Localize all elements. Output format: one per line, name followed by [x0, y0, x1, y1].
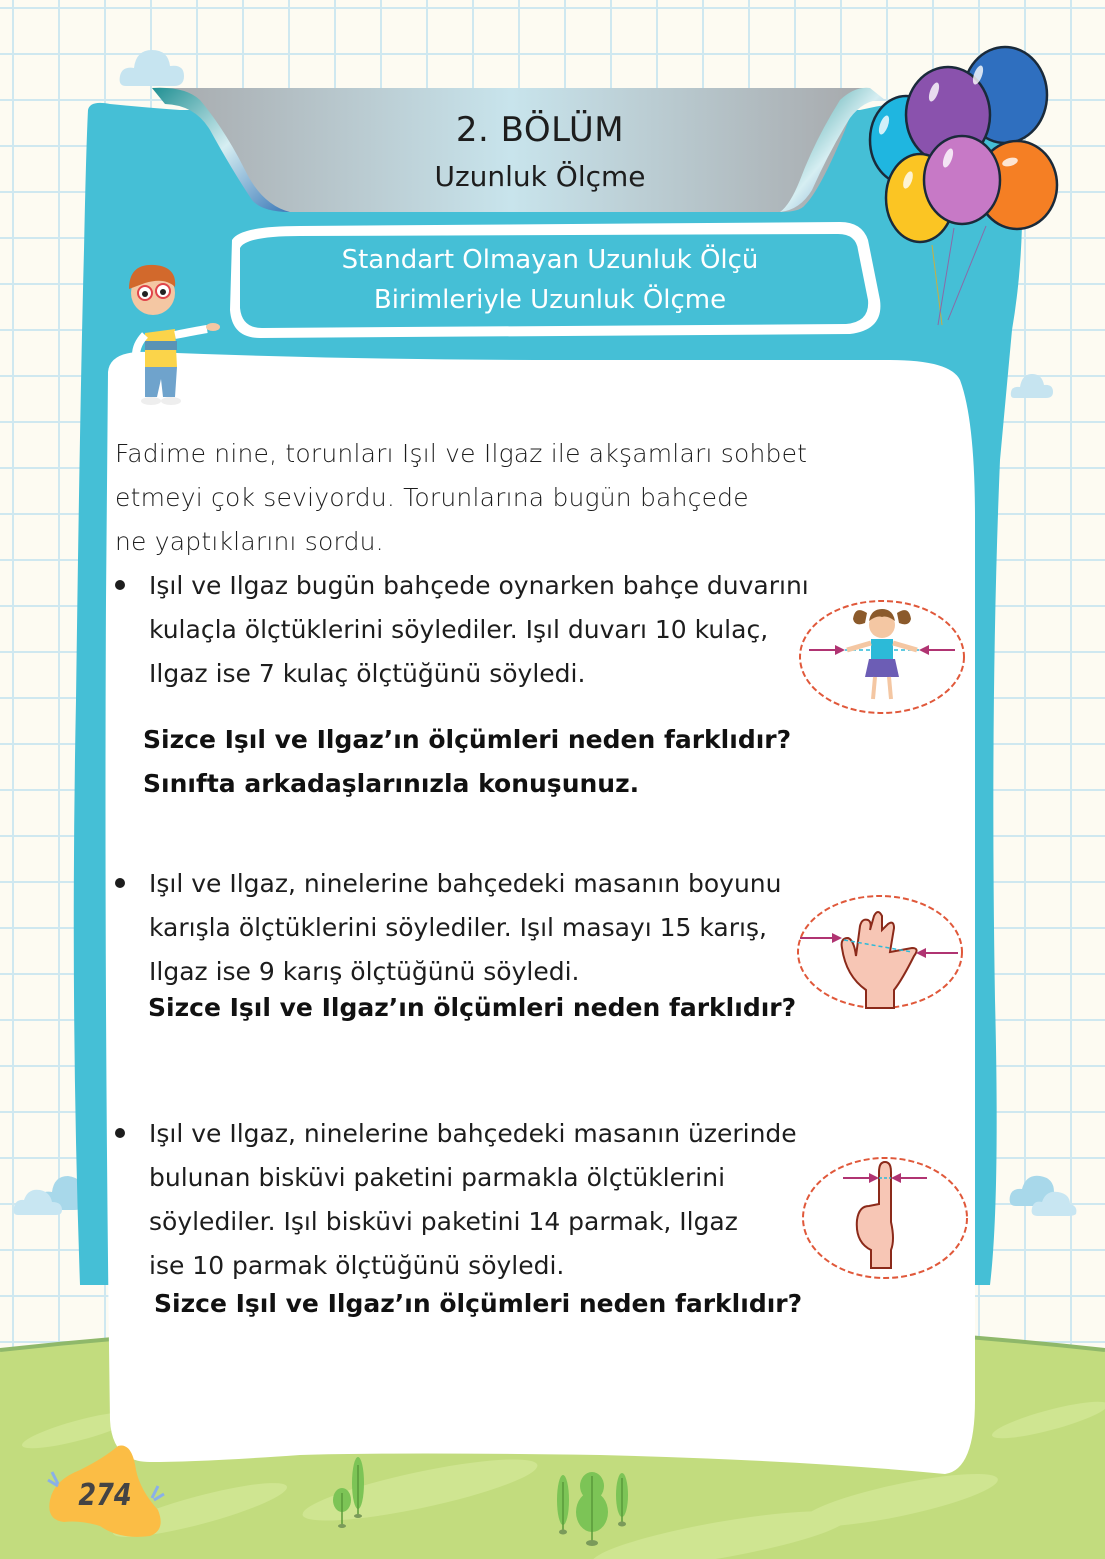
item-line: Ilgaz ise 7 kulaç ölçtüğünü söyledi.	[149, 659, 586, 688]
list-item	[115, 1112, 815, 1288]
hand-span-icon	[790, 890, 970, 1020]
bullet-icon	[115, 1128, 125, 1138]
item-line: kulaçla ölçtüklerini söylediler. Işıl duvarı 10 kulaç,	[149, 615, 769, 644]
item-line: Ilgaz ise 9 karış ölçtüğünü söyledi.	[149, 957, 580, 986]
balloons-icon	[860, 40, 1060, 330]
item-line: söylediler. Işıl bisküvi paketini 14 parmak, Ilgaz	[149, 1207, 738, 1236]
item-line: ise 10 parmak ölçtüğünü söyledi.	[149, 1251, 565, 1280]
finger-width-icon	[795, 1150, 975, 1290]
question-line: Sizce Işıl ve Ilgaz’ın ölçümleri neden farklıdır?	[143, 725, 792, 754]
discussion-question	[143, 718, 791, 806]
chapter-number: 2. BÖLÜM	[455, 110, 625, 150]
page-number-badge	[40, 1440, 170, 1540]
item-line: karışla ölçtüklerini söylediler. Işıl masayı 15 karış,	[149, 913, 767, 942]
girl-arm-span-icon	[795, 595, 970, 720]
boy-character-icon	[115, 255, 225, 410]
section-title-line2: Birimleriyle Uzunluk Ölçme	[373, 285, 727, 315]
discussion-question	[148, 986, 796, 1030]
item-line: Işıl ve Ilgaz, ninelerine bahçedeki masanın boyunu	[149, 869, 782, 898]
question-line: Sınıfta arkadaşlarınızla konuşunuz.	[143, 769, 640, 798]
item-line: Işıl ve Ilgaz, ninelerine bahçedeki masanın üzerinde	[149, 1119, 797, 1148]
list-item	[115, 564, 815, 696]
intro-line: etmeyi çok seviyordu. Torunlarına bugün bahçede	[115, 483, 749, 512]
page-number: 274	[78, 1478, 132, 1513]
intro-line: Fadime nine, torunları Işıl ve Ilgaz ile akşamları sohbet	[115, 439, 808, 468]
intro-line: ne yaptıklarını sordu.	[115, 527, 384, 556]
question-line: Sizce Işıl ve Ilgaz’ın ölçümleri neden farklıdır?	[148, 993, 797, 1022]
intro-paragraph	[115, 432, 855, 564]
question-line: Sizce Işıl ve Ilgaz’ın ölçümleri neden farklıdır?	[154, 1289, 803, 1318]
list-item	[115, 862, 815, 994]
discussion-question	[154, 1282, 802, 1326]
section-title	[240, 240, 860, 320]
item-line: bulunan bisküvi paketini parmakla ölçtüklerini	[149, 1163, 726, 1192]
item-line: Işıl ve Ilgaz bugün bahçede oynarken bahçe duvarını	[149, 571, 809, 600]
chapter-title: Uzunluk Ölçme	[434, 160, 646, 193]
section-title-line1: Standart Olmayan Uzunluk Ölçü	[341, 245, 759, 275]
bullet-icon	[115, 878, 125, 888]
bullet-icon	[115, 580, 125, 590]
